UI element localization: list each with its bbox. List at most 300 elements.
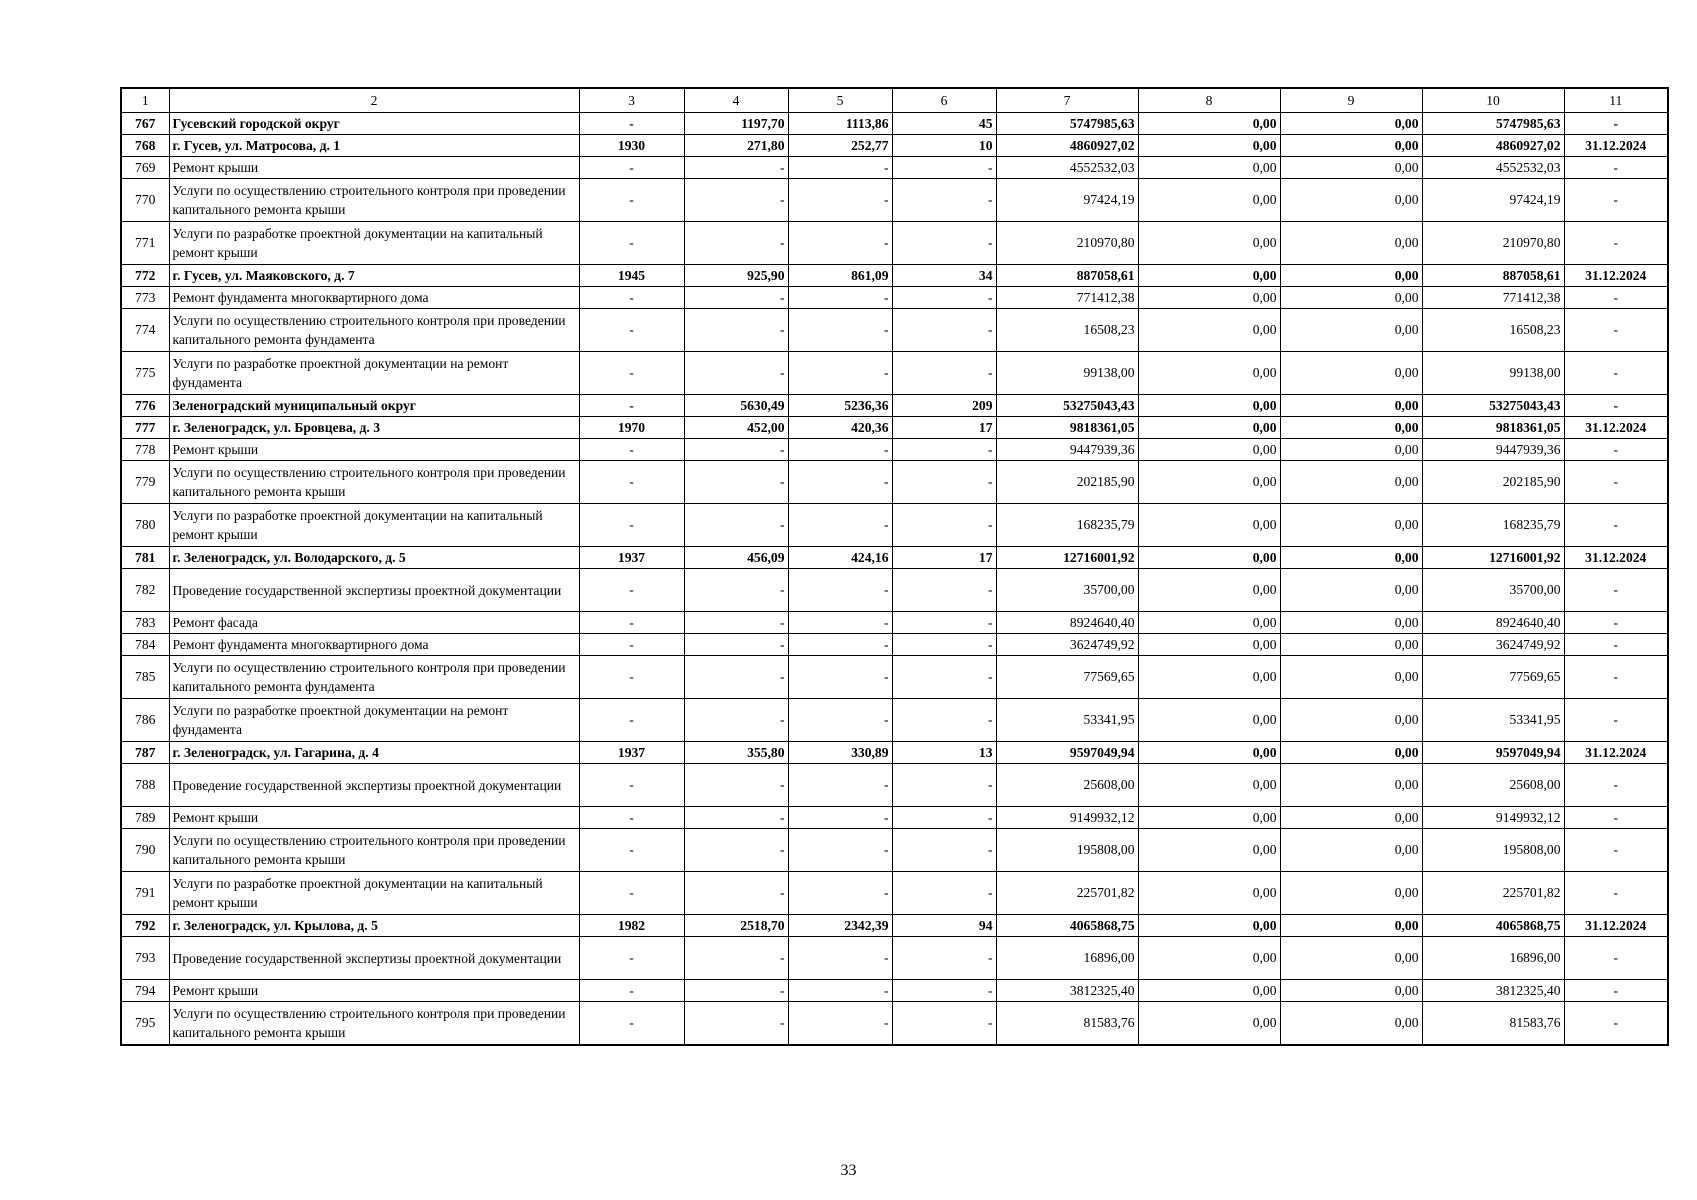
column-number-row [121,88,1668,113]
residents-cell: - [892,937,996,980]
row-number-cell: 779 [121,461,169,504]
area-total-cell: 271,80 [684,135,788,157]
table-row [121,872,1668,915]
residents-cell: - [892,439,996,461]
work-name-cell: Услуги по осуществлению строительного контроля при проведении капитального ремонта крыши [169,1002,579,1046]
residents-cell: - [892,309,996,352]
area-total-cell: - [684,937,788,980]
cost-col9-cell: 0,00 [1280,656,1422,699]
area-residential-cell: - [788,764,892,807]
cost-col10-cell: 9818361,05 [1422,417,1564,439]
residents-cell: - [892,287,996,309]
completion-date-cell: - [1564,569,1668,612]
table-row [121,1002,1668,1046]
cost-col10-cell: 168235,79 [1422,504,1564,547]
year-cell: - [579,937,684,980]
cost-col9-cell: 0,00 [1280,1002,1422,1046]
row-number-cell: 773 [121,287,169,309]
year-cell: - [579,461,684,504]
cost-col9-cell: 0,00 [1280,764,1422,807]
cost-col8-cell: 0,00 [1138,980,1280,1002]
work-name-cell: Услуги по разработке проектной документации на ремонт фундамента [169,352,579,395]
area-residential-cell: 2342,39 [788,915,892,937]
completion-date-cell: - [1564,612,1668,634]
cost-col10-cell: 9597049,94 [1422,742,1564,764]
cost-col9-cell: 0,00 [1280,872,1422,915]
completion-date-cell: - [1564,113,1668,135]
cost-col8-cell: 0,00 [1138,742,1280,764]
cost-col10-cell: 5747985,63 [1422,113,1564,135]
completion-date-cell: - [1564,287,1668,309]
cost-col10-cell: 4552532,03 [1422,157,1564,179]
area-residential-cell: - [788,872,892,915]
area-total-cell: 1197,70 [684,113,788,135]
cost-col10-cell: 195808,00 [1422,829,1564,872]
cost-col10-cell: 9447939,36 [1422,439,1564,461]
area-total-cell: 355,80 [684,742,788,764]
residents-cell: 34 [892,265,996,287]
table-row [121,157,1668,179]
area-total-cell: - [684,287,788,309]
row-number-cell: 787 [121,742,169,764]
table-row [121,742,1668,764]
cost-total-cell: 9597049,94 [996,742,1138,764]
residents-cell: - [892,352,996,395]
work-name-cell: Проведение государственной экспертизы проектной документации [169,937,579,980]
completion-date-cell: 31.12.2024 [1564,265,1668,287]
cost-col8-cell: 0,00 [1138,417,1280,439]
table-row [121,417,1668,439]
cost-col10-cell: 202185,90 [1422,461,1564,504]
table-row [121,937,1668,980]
cost-col10-cell: 887058,61 [1422,265,1564,287]
residents-cell: 209 [892,395,996,417]
residents-cell: - [892,656,996,699]
year-cell: 1945 [579,265,684,287]
completion-date-cell: - [1564,439,1668,461]
year-cell: - [579,872,684,915]
cost-total-cell: 9447939,36 [996,439,1138,461]
row-number-cell: 772 [121,265,169,287]
row-number-cell: 778 [121,439,169,461]
cost-total-cell: 9149932,12 [996,807,1138,829]
table-row [121,265,1668,287]
work-name-cell: Услуги по разработке проектной документации на ремонт фундамента [169,699,579,742]
row-number-cell: 775 [121,352,169,395]
cost-col9-cell: 0,00 [1280,807,1422,829]
area-total-cell: - [684,764,788,807]
row-number-cell: 780 [121,504,169,547]
row-number-cell: 790 [121,829,169,872]
area-residential-cell: 424,16 [788,547,892,569]
year-cell: - [579,569,684,612]
year-cell: - [579,656,684,699]
cost-col8-cell: 0,00 [1138,937,1280,980]
area-residential-cell: - [788,937,892,980]
residents-cell: - [892,829,996,872]
work-name-cell: Проведение государственной экспертизы проектной документации [169,569,579,612]
cost-col9-cell: 0,00 [1280,222,1422,265]
area-residential-cell: - [788,179,892,222]
column-header: 7 [996,88,1138,113]
cost-col8-cell: 0,00 [1138,395,1280,417]
completion-date-cell: 31.12.2024 [1564,547,1668,569]
cost-col10-cell: 8924640,40 [1422,612,1564,634]
table-row [121,461,1668,504]
work-name-cell: Ремонт фасада [169,612,579,634]
cost-col9-cell: 0,00 [1280,157,1422,179]
cost-col10-cell: 9149932,12 [1422,807,1564,829]
area-total-cell: 452,00 [684,417,788,439]
residents-cell: - [892,222,996,265]
residents-cell: 17 [892,547,996,569]
year-cell: - [579,157,684,179]
work-name-cell: Ремонт фундамента многоквартирного дома [169,287,579,309]
table-row [121,179,1668,222]
table-row [121,829,1668,872]
residents-cell: - [892,461,996,504]
work-name-cell: Гусевский городской округ [169,113,579,135]
cost-col10-cell: 210970,80 [1422,222,1564,265]
work-name-cell: г. Зеленоградск, ул. Бровцева, д. 3 [169,417,579,439]
cost-col9-cell: 0,00 [1280,547,1422,569]
cost-total-cell: 3812325,40 [996,980,1138,1002]
cost-col9-cell: 0,00 [1280,612,1422,634]
column-header: 9 [1280,88,1422,113]
work-name-cell: г. Зеленоградск, ул. Крылова, д. 5 [169,915,579,937]
row-number-cell: 795 [121,1002,169,1046]
cost-col10-cell: 35700,00 [1422,569,1564,612]
cost-col10-cell: 77569,65 [1422,656,1564,699]
year-cell: 1982 [579,915,684,937]
cost-total-cell: 4860927,02 [996,135,1138,157]
cost-col8-cell: 0,00 [1138,612,1280,634]
completion-date-cell: - [1564,872,1668,915]
completion-date-cell: - [1564,395,1668,417]
work-name-cell: Услуги по осуществлению строительного контроля при проведении капитального ремонта крыши [169,829,579,872]
column-header: 8 [1138,88,1280,113]
area-total-cell: - [684,656,788,699]
table-row [121,569,1668,612]
page-number: 33 [840,1162,857,1179]
work-name-cell: г. Гусев, ул. Матросова, д. 1 [169,135,579,157]
table-row [121,915,1668,937]
completion-date-cell: - [1564,656,1668,699]
completion-date-cell: - [1564,764,1668,807]
year-cell: - [579,504,684,547]
cost-col8-cell: 0,00 [1138,872,1280,915]
cost-col9-cell: 0,00 [1280,569,1422,612]
table-row [121,113,1668,135]
work-name-cell: Ремонт крыши [169,807,579,829]
area-residential-cell: - [788,634,892,656]
area-total-cell: - [684,439,788,461]
year-cell: - [579,287,684,309]
year-cell: - [579,980,684,1002]
cost-col10-cell: 771412,38 [1422,287,1564,309]
cost-col8-cell: 0,00 [1138,764,1280,807]
cost-col10-cell: 25608,00 [1422,764,1564,807]
cost-total-cell: 25608,00 [996,764,1138,807]
cost-col9-cell: 0,00 [1280,265,1422,287]
area-total-cell: - [684,179,788,222]
document-sheet [120,87,1669,1046]
cost-total-cell: 9818361,05 [996,417,1138,439]
cost-col9-cell: 0,00 [1280,829,1422,872]
area-total-cell: - [684,612,788,634]
area-total-cell: - [684,980,788,1002]
year-cell: - [579,634,684,656]
row-number-cell: 776 [121,395,169,417]
work-name-cell: Услуги по осуществлению строительного контроля при проведении капитального ремонта крыши [169,461,579,504]
cost-total-cell: 4552532,03 [996,157,1138,179]
cost-col10-cell: 53341,95 [1422,699,1564,742]
area-residential-cell: - [788,504,892,547]
year-cell: 1937 [579,742,684,764]
area-total-cell: - [684,1002,788,1046]
row-number-cell: 786 [121,699,169,742]
work-name-cell: г. Зеленоградск, ул. Гагарина, д. 4 [169,742,579,764]
area-total-cell: - [684,352,788,395]
cost-col8-cell: 0,00 [1138,309,1280,352]
row-number-cell: 767 [121,113,169,135]
year-cell: 1930 [579,135,684,157]
cost-col8-cell: 0,00 [1138,265,1280,287]
row-number-cell: 777 [121,417,169,439]
cost-total-cell: 202185,90 [996,461,1138,504]
cost-col9-cell: 0,00 [1280,504,1422,547]
year-cell: - [579,222,684,265]
year-cell: - [579,829,684,872]
completion-date-cell: - [1564,157,1668,179]
area-residential-cell: - [788,699,892,742]
area-residential-cell: - [788,222,892,265]
table-row [121,309,1668,352]
cost-col8-cell: 0,00 [1138,157,1280,179]
column-header: 11 [1564,88,1668,113]
row-number-cell: 793 [121,937,169,980]
table-row [121,547,1668,569]
area-residential-cell: - [788,980,892,1002]
cost-col8-cell: 0,00 [1138,352,1280,395]
year-cell: - [579,352,684,395]
area-residential-cell: - [788,807,892,829]
capital-repair-table [120,87,1669,1046]
area-residential-cell: - [788,1002,892,1046]
work-name-cell: Зеленоградский муниципальный округ [169,395,579,417]
table-row [121,135,1668,157]
residents-cell: 13 [892,742,996,764]
cost-col10-cell: 3624749,92 [1422,634,1564,656]
cost-col9-cell: 0,00 [1280,309,1422,352]
cost-total-cell: 12716001,92 [996,547,1138,569]
year-cell: - [579,309,684,352]
work-name-cell: Услуги по осуществлению строительного контроля при проведении капитального ремонта крыши [169,179,579,222]
residents-cell: - [892,504,996,547]
area-total-cell: - [684,157,788,179]
table-row [121,222,1668,265]
residents-cell: 45 [892,113,996,135]
cost-col9-cell: 0,00 [1280,742,1422,764]
cost-col9-cell: 0,00 [1280,634,1422,656]
cost-total-cell: 195808,00 [996,829,1138,872]
completion-date-cell: 31.12.2024 [1564,742,1668,764]
area-residential-cell: 252,77 [788,135,892,157]
residents-cell: - [892,872,996,915]
cost-col8-cell: 0,00 [1138,634,1280,656]
cost-col10-cell: 3812325,40 [1422,980,1564,1002]
row-number-cell: 792 [121,915,169,937]
work-name-cell: Ремонт фундамента многоквартирного дома [169,634,579,656]
work-name-cell: Ремонт крыши [169,439,579,461]
row-number-cell: 789 [121,807,169,829]
area-residential-cell: 861,09 [788,265,892,287]
row-number-cell: 784 [121,634,169,656]
area-total-cell: - [684,807,788,829]
year-cell: - [579,807,684,829]
cost-total-cell: 3624749,92 [996,634,1138,656]
completion-date-cell: 31.12.2024 [1564,135,1668,157]
cost-col9-cell: 0,00 [1280,980,1422,1002]
cost-col9-cell: 0,00 [1280,179,1422,222]
cost-col8-cell: 0,00 [1138,222,1280,265]
cost-col10-cell: 12716001,92 [1422,547,1564,569]
cost-col10-cell: 16896,00 [1422,937,1564,980]
row-number-cell: 770 [121,179,169,222]
row-number-cell: 774 [121,309,169,352]
table-row [121,504,1668,547]
cost-col8-cell: 0,00 [1138,699,1280,742]
column-header: 6 [892,88,996,113]
area-total-cell: 5630,49 [684,395,788,417]
area-residential-cell: 5236,36 [788,395,892,417]
cost-total-cell: 168235,79 [996,504,1138,547]
column-header: 5 [788,88,892,113]
column-header: 10 [1422,88,1564,113]
row-number-cell: 768 [121,135,169,157]
area-residential-cell: - [788,352,892,395]
cost-total-cell: 99138,00 [996,352,1138,395]
table-row [121,439,1668,461]
row-number-cell: 783 [121,612,169,634]
work-name-cell: Услуги по разработке проектной документации на капитальный ремонт крыши [169,222,579,265]
area-total-cell: 925,90 [684,265,788,287]
cost-col10-cell: 16508,23 [1422,309,1564,352]
cost-total-cell: 210970,80 [996,222,1138,265]
table-row [121,807,1668,829]
work-name-cell: Проведение государственной экспертизы проектной документации [169,764,579,807]
table-row [121,699,1668,742]
area-total-cell: - [684,504,788,547]
year-cell: - [579,699,684,742]
residents-cell: 10 [892,135,996,157]
cost-total-cell: 887058,61 [996,265,1138,287]
area-residential-cell: - [788,309,892,352]
cost-col10-cell: 225701,82 [1422,872,1564,915]
area-residential-cell: - [788,287,892,309]
cost-col8-cell: 0,00 [1138,807,1280,829]
cost-col9-cell: 0,00 [1280,915,1422,937]
cost-col8-cell: 0,00 [1138,135,1280,157]
area-residential-cell: - [788,612,892,634]
work-name-cell: Услуги по разработке проектной документации на капитальный ремонт крыши [169,504,579,547]
year-cell: - [579,395,684,417]
cost-total-cell: 53341,95 [996,699,1138,742]
cost-total-cell: 8924640,40 [996,612,1138,634]
cost-total-cell: 16896,00 [996,937,1138,980]
year-cell: - [579,764,684,807]
cost-col10-cell: 53275043,43 [1422,395,1564,417]
cost-col10-cell: 4860927,02 [1422,135,1564,157]
area-residential-cell: - [788,656,892,699]
completion-date-cell: 31.12.2024 [1564,915,1668,937]
area-residential-cell: 1113,86 [788,113,892,135]
cost-col10-cell: 4065868,75 [1422,915,1564,937]
cost-col8-cell: 0,00 [1138,1002,1280,1046]
cost-col10-cell: 81583,76 [1422,1002,1564,1046]
row-number-cell: 771 [121,222,169,265]
completion-date-cell: - [1564,461,1668,504]
column-header: 3 [579,88,684,113]
area-total-cell: - [684,461,788,504]
completion-date-cell: - [1564,179,1668,222]
cost-total-cell: 16508,23 [996,309,1138,352]
work-name-cell: Услуги по разработке проектной документации на капитальный ремонт крыши [169,872,579,915]
cost-col9-cell: 0,00 [1280,395,1422,417]
column-header: 1 [121,88,169,113]
area-total-cell: - [684,569,788,612]
work-name-cell: Ремонт крыши [169,980,579,1002]
area-total-cell: - [684,699,788,742]
completion-date-cell: - [1564,352,1668,395]
area-residential-cell: - [788,439,892,461]
cost-col9-cell: 0,00 [1280,417,1422,439]
area-total-cell: - [684,309,788,352]
cost-col8-cell: 0,00 [1138,829,1280,872]
area-residential-cell: - [788,569,892,612]
cost-total-cell: 97424,19 [996,179,1138,222]
cost-col8-cell: 0,00 [1138,569,1280,612]
row-number-cell: 769 [121,157,169,179]
cost-col9-cell: 0,00 [1280,287,1422,309]
table-row [121,656,1668,699]
cost-col8-cell: 0,00 [1138,439,1280,461]
work-name-cell: г. Гусев, ул. Маяковского, д. 7 [169,265,579,287]
area-total-cell: - [684,872,788,915]
residents-cell: - [892,764,996,807]
residents-cell: - [892,179,996,222]
completion-date-cell: - [1564,937,1668,980]
cost-col10-cell: 97424,19 [1422,179,1564,222]
year-cell: 1937 [579,547,684,569]
completion-date-cell: - [1564,1002,1668,1046]
row-number-cell: 785 [121,656,169,699]
cost-total-cell: 5747985,63 [996,113,1138,135]
cost-col9-cell: 0,00 [1280,135,1422,157]
table-row [121,980,1668,1002]
completion-date-cell: - [1564,829,1668,872]
cost-total-cell: 35700,00 [996,569,1138,612]
residents-cell: - [892,634,996,656]
area-residential-cell: - [788,829,892,872]
cost-total-cell: 771412,38 [996,287,1138,309]
residents-cell: - [892,699,996,742]
cost-col10-cell: 99138,00 [1422,352,1564,395]
cost-col9-cell: 0,00 [1280,937,1422,980]
completion-date-cell: - [1564,504,1668,547]
cost-col8-cell: 0,00 [1138,287,1280,309]
cost-total-cell: 81583,76 [996,1002,1138,1046]
